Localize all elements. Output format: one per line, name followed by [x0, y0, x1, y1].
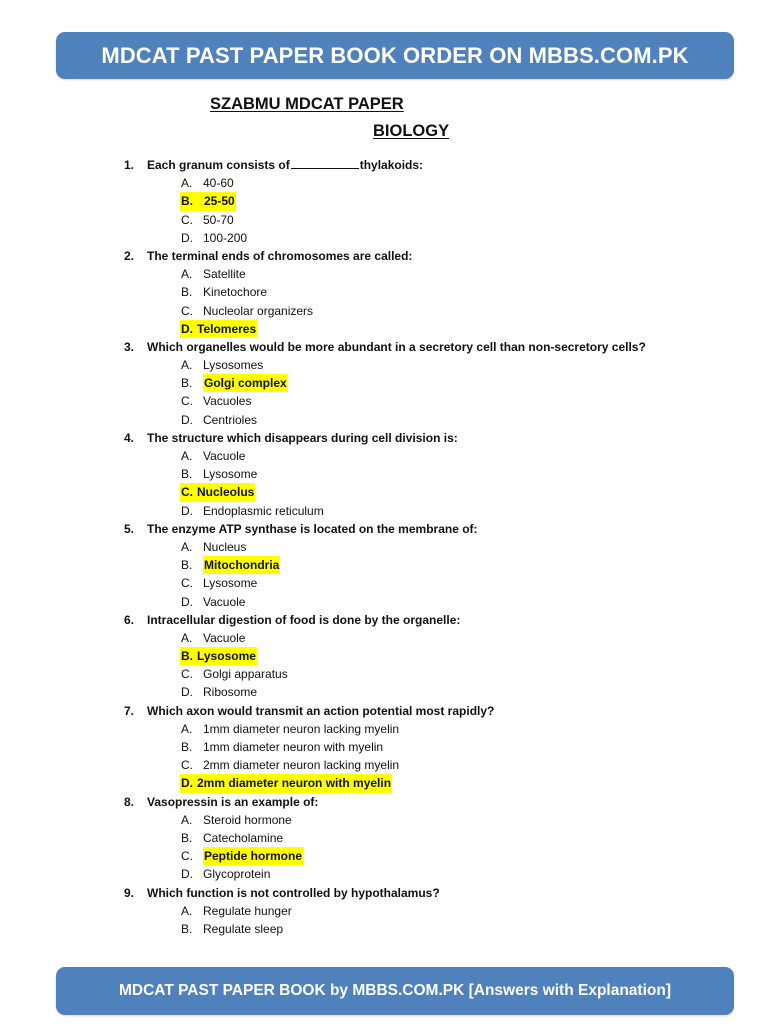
question-text: The enzyme ATP synthase is located on the membrane of:: [147, 521, 478, 536]
option-text: Regulate sleep: [203, 921, 284, 936]
option-letter: B.: [181, 376, 193, 391]
option-letter: C.: [181, 758, 193, 773]
option-letter: C.: [181, 485, 193, 500]
option-letter: C.: [181, 303, 193, 318]
question-number: 1.: [124, 158, 135, 172]
answer-option: [0, 502, 768, 520]
option-letter: B.: [181, 558, 193, 573]
answer-option-correct: [0, 847, 768, 865]
answer-option: [0, 665, 768, 683]
answer-option: [0, 829, 768, 847]
question-text: Intracellular digestion of food is done by the organelle:: [147, 612, 461, 627]
question-stem: [0, 520, 768, 538]
answer-option: [0, 738, 768, 756]
question-text: The structure which disappears during cell division is:: [147, 430, 458, 445]
question-number: 3.: [124, 339, 135, 354]
option-letter: B.: [181, 467, 193, 482]
question-number: 9.: [124, 885, 135, 900]
question-number: 8.: [124, 794, 135, 809]
answer-option-correct: [0, 774, 768, 792]
answer-option: [0, 720, 768, 738]
option-letter: D.: [181, 321, 193, 336]
answer-option: [0, 902, 768, 920]
paper-title: SZABMU MDCAT PAPER: [210, 95, 404, 113]
question-list: [0, 156, 768, 938]
option-text: Centrioles: [203, 412, 258, 427]
option-text: 50-70: [203, 212, 234, 227]
option-text: Lysosome: [203, 576, 258, 591]
option-text: Vacuole: [203, 630, 246, 645]
option-letter: D.: [181, 594, 193, 609]
option-text: Peptide hormone: [203, 847, 303, 865]
answer-option: [0, 265, 768, 283]
question-item: [0, 702, 768, 793]
answer-option: [0, 283, 768, 301]
option-letter: C.: [181, 667, 193, 682]
option-text: Lysosome: [197, 649, 256, 664]
option-text: Catecholamine: [203, 830, 284, 845]
option-text: 25-50: [204, 194, 235, 209]
subject-title: BIOLOGY: [373, 122, 450, 140]
option-text: Mitochondria: [203, 556, 280, 574]
question-text: Vasopressin is an example of:: [147, 794, 319, 809]
option-letter: B.: [181, 921, 193, 936]
answer-option: [0, 356, 768, 374]
option-text: 1mm diameter neuron lacking myelin: [203, 721, 400, 736]
option-text: Steroid hormone: [203, 812, 292, 827]
option-letter: A.: [181, 539, 193, 554]
option-letter: A.: [181, 176, 193, 191]
option-text: 1mm diameter neuron with myelin: [203, 740, 384, 754]
highlighted-answer: [180, 774, 392, 792]
answer-option: [0, 865, 768, 883]
question-text-after-blank: thylakoids:: [359, 158, 424, 172]
option-text: 2mm diameter neuron with myelin: [197, 776, 392, 791]
question-stem: [0, 156, 768, 174]
answer-option: [0, 447, 768, 465]
option-letter: A.: [181, 903, 193, 918]
question-item: [0, 338, 768, 429]
option-letter: A.: [181, 721, 193, 736]
option-text: Endoplasmic reticulum: [203, 503, 324, 518]
option-text: Glycoprotein: [203, 867, 271, 882]
question-stem: [0, 338, 768, 356]
option-letter: C.: [181, 576, 193, 591]
question-item: [0, 520, 768, 611]
question-item: [0, 884, 768, 939]
option-text: Vacuoles: [203, 394, 252, 409]
highlighted-answer: [180, 647, 257, 665]
option-text: Lysosomes: [203, 358, 264, 373]
option-letter: A.: [181, 449, 193, 463]
answer-option: [0, 538, 768, 556]
answer-option-correct: [0, 192, 768, 210]
question-text: The terminal ends of chromosomes are called:: [147, 248, 413, 263]
answer-option-correct: [0, 374, 768, 392]
answer-option: [0, 174, 768, 192]
option-letter: B.: [181, 830, 193, 845]
answer-option-correct: [0, 320, 768, 338]
header-banner: MDCAT PAST PAPER BOOK ORDER ON MBBS.COM.PK: [56, 32, 734, 79]
option-letter: D.: [181, 867, 193, 882]
option-letter: D.: [181, 412, 193, 427]
option-text: Golgi apparatus: [203, 667, 288, 682]
option-letter: C.: [181, 212, 193, 227]
answer-option: [0, 593, 768, 611]
option-text: Vacuole: [203, 449, 246, 463]
option-letter: A.: [181, 267, 193, 282]
footer-banner: MDCAT PAST PAPER BOOK by MBBS.COM.PK [Answers with Explanation]: [56, 967, 734, 1015]
question-item: [0, 611, 768, 702]
option-text: 40-60: [203, 176, 234, 191]
question-number: 7.: [124, 703, 135, 718]
option-letter: D.: [181, 685, 193, 700]
option-text: Telomeres: [197, 321, 257, 336]
question-text: Which axon would transmit an action potential most rapidly?: [147, 703, 495, 718]
option-text: Satellite: [203, 267, 246, 282]
option-text: Regulate hunger: [203, 903, 292, 918]
option-letter: B.: [181, 740, 193, 754]
option-letter: B.: [181, 194, 193, 209]
option-text: 2mm diameter neuron lacking myelin: [203, 758, 400, 773]
question-text: Which function is not controlled by hypothalamus?: [147, 885, 440, 900]
option-text: Ribosome: [203, 685, 258, 700]
answer-option: [0, 683, 768, 701]
option-letter: D.: [181, 230, 193, 245]
question-number: 5.: [124, 521, 135, 536]
option-letter: B.: [181, 285, 193, 300]
option-letter: A.: [181, 630, 193, 645]
question-text: Which organelles would be more abundant in a secretory cell than non-secretory cells?: [147, 339, 646, 354]
option-text: Nucleolar organizers: [203, 303, 314, 318]
question-stem: [0, 793, 768, 811]
option-text: Nucleolus: [197, 485, 255, 500]
option-text: Nucleus: [203, 539, 247, 554]
question-item: [0, 247, 768, 338]
question-stem: [0, 247, 768, 265]
fill-in-blank: [291, 156, 359, 169]
answer-option: [0, 411, 768, 429]
question-item: [0, 429, 768, 520]
question-item: [0, 793, 768, 884]
question-text-before-blank: Each granum consists of: [147, 158, 290, 172]
answer-option-correct: [0, 556, 768, 574]
question-number: 2.: [124, 248, 135, 263]
question-text: [147, 156, 423, 174]
option-text: Kinetochore: [203, 285, 268, 300]
answer-option: [0, 629, 768, 647]
option-letter: A.: [181, 812, 193, 827]
option-letter: D.: [181, 776, 193, 791]
answer-option: [0, 920, 768, 938]
option-letter: D.: [181, 503, 193, 518]
answer-option: [0, 574, 768, 592]
option-text: Lysosome: [203, 467, 258, 482]
question-stem: [0, 884, 768, 902]
question-number: 6.: [124, 612, 135, 627]
question-stem: [0, 611, 768, 629]
option-text: 100-200: [203, 230, 248, 245]
option-letter: A.: [181, 358, 193, 373]
answer-option: [0, 756, 768, 774]
answer-option-correct: [0, 483, 768, 501]
option-letter: C.: [181, 849, 193, 864]
option-letter: B.: [181, 649, 193, 664]
answer-option: [0, 811, 768, 829]
highlighted-answer: [180, 320, 257, 338]
question-stem: [0, 429, 768, 447]
answer-option: [0, 302, 768, 320]
answer-option-correct: [0, 647, 768, 665]
question-number: 4.: [124, 430, 135, 445]
option-text: Vacuole: [203, 594, 246, 609]
question-stem: [0, 702, 768, 720]
answer-option: [0, 392, 768, 410]
answer-option: [0, 229, 768, 247]
answer-option: [0, 465, 768, 483]
option-text: Golgi complex: [203, 374, 288, 392]
question-item: [0, 156, 768, 247]
highlighted-answer: [180, 192, 236, 210]
answer-option: [0, 211, 768, 229]
option-letter: C.: [181, 394, 193, 409]
highlighted-answer: [180, 483, 255, 501]
